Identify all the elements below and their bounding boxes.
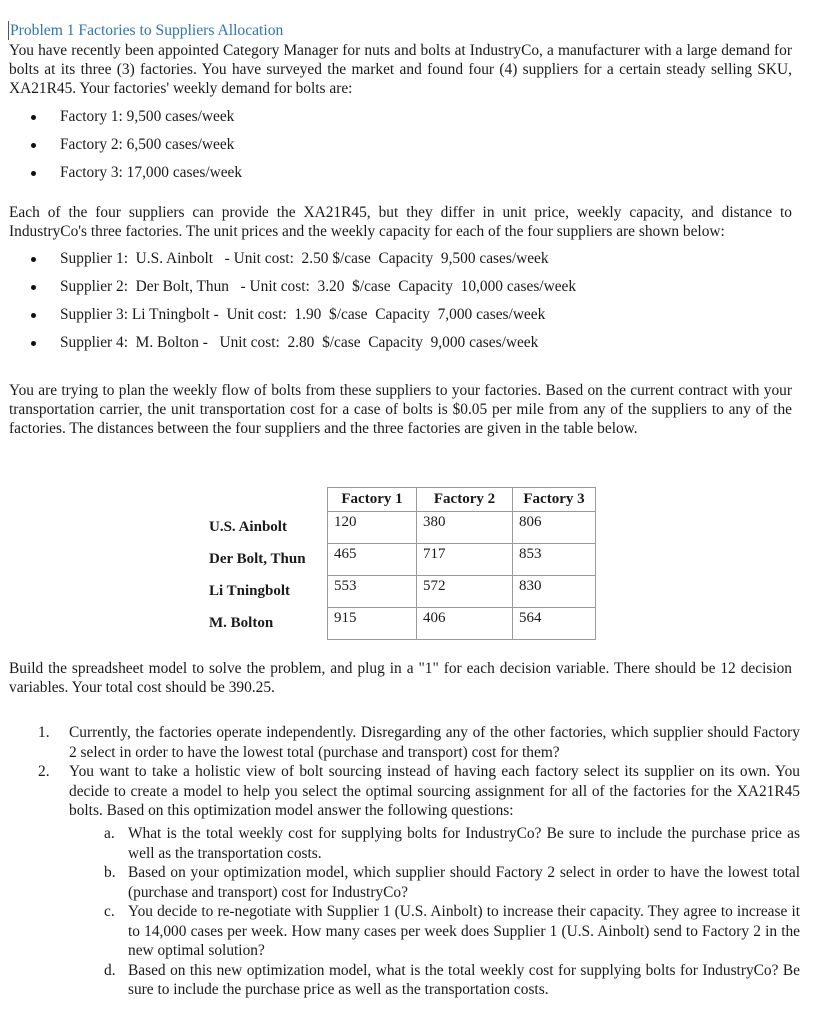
list-item [0,163,242,191]
build-instructions-paragraph: Build the spreadsheet model to solve the problem, and plug in a "1" for each decision variable. There should be 12 decision variables. Your total cost should be 390.25. [9,660,792,696]
column-header: Factory 3 [513,488,596,512]
table-corner [202,488,328,512]
bullet-icon [31,171,36,176]
factory-demand-text: Factory 3: 17,000 cases/week [60,164,243,181]
sub-question-letter: d. [104,961,116,979]
sub-question-letter: a. [104,825,115,842]
bullet-icon [31,341,36,346]
supplier-text: Supplier 1: U.S. Ainbolt - Unit cost: 2.50 $/case Capacity 9,500 cases/week [60,250,549,267]
factory-demand-text: Factory 1: 9,500 cases/week [60,108,235,125]
sub-question-item [69,961,800,1000]
table-cell: 915 [328,608,417,640]
table-row [202,512,596,544]
suppliers-intro-paragraph: Each of the four suppliers can provide the XA21R45, but they differ in unit price, weekly capacity, and distance to IndustryCo's three factories. The unit prices and the weekly capacity for each of the four suppliers are shown below: [9,204,792,240]
problem-title: Problem 1 Factories to Suppliers Allocation [10,22,284,39]
sub-question-text: What is the total weekly cost for supplying bolts for IndustryCo? Be sure to include the purchase price as well as the transportation costs. [128,825,800,862]
list-item [0,135,242,163]
question-number: 1. [38,724,50,741]
table-row [202,576,596,608]
supplier-text: Supplier 2: Der Bolt, Thun - Unit cost: 3.20 $/case Capacity 10,000 cases/week [60,278,577,295]
table-cell: 572 [417,576,513,608]
supplier-text: Supplier 4: M. Bolton - Unit cost: 2.80 $/case Capacity 9,000 cases/week [60,334,539,351]
row-header: M. Bolton [202,608,328,640]
intro-paragraph: You have recently been appointed Category Manager for nuts and bolts at IndustryCo, a manufacturer with a large demand for bolts at its three (3) factories. You have surveyed the market and found four (4) suppliers for a certain steady selling SKU, XA21R45. Your factories' weekly demand for bolts are: [9,42,792,97]
bullet-icon [31,115,36,120]
sub-question-item [69,824,800,863]
factory-demand-list [0,107,242,191]
column-header: Factory 1 [328,488,417,512]
bullet-icon [31,313,36,318]
sub-question-text: Based on your optimization model, which supplier should Factory 2 select in order to have the lowest total (purchase and transport) cost for IndustryCo? [128,864,800,901]
question-text: You want to take a holistic view of bolt sourcing instead of having each factory select its supplier on its own. You decide to create a model to help you select the optimal sourcing assignment for all of the factories for the XA21R45 bolts. Based on this optimization model answer the following questions: [69,763,800,819]
table-row [202,544,596,576]
row-header: U.S. Ainbolt [202,512,328,544]
table-cell: 830 [513,576,596,608]
table-cell: 380 [417,512,513,544]
supplier-list [0,249,576,361]
list-item [0,277,576,305]
bullet-icon [31,257,36,262]
question-item [0,723,800,762]
sub-question-letter: c. [104,903,115,920]
table-row [202,608,596,640]
row-header: Der Bolt, Thun [202,544,328,576]
table-cell: 553 [328,576,417,608]
distance-table [202,487,596,640]
question-number: 2. [38,763,50,780]
list-item [0,249,576,277]
table-cell: 717 [417,544,513,576]
bullet-icon [31,285,36,290]
sub-question-text: Based on this new optimization model, what is the total weekly cost for supplying bolts for IndustryCo? Be sure to include the purchase price as well as the transportation costs. [128,961,800,998]
factory-demand-text: Factory 2: 6,500 cases/week [60,136,235,153]
table-cell: 853 [513,544,596,576]
sub-question-text: You decide to re-negotiate with Supplier 1 (U.S. Ainbolt) to increase their capacity. They agree to increase it to 14,000 cases per week. How many cases per week does Supplier 1 (U.S. Ainbolt) send to Factory 2 in the new optimal solution? [128,903,800,959]
sub-question-item [69,902,800,961]
list-item [0,305,576,333]
transport-paragraph: You are trying to plan the weekly flow of bolts from these suppliers to your factories. Based on the current contract with your transportation carrier, the unit transportation cost for a case of bolts is $0.05 per mile from any of the suppliers to any of the factories. The distances between the four suppliers and the three factories are given in the table below. [9,382,792,437]
sub-question-item [69,863,800,902]
table-cell: 564 [513,608,596,640]
table-cell: 465 [328,544,417,576]
sub-question-list [69,824,800,1000]
list-item [0,333,576,361]
question-item [0,762,800,821]
table-header-row [202,488,596,512]
column-header: Factory 2 [417,488,513,512]
supplier-text: Supplier 3: Li Tningbolt - Unit cost: 1.90 $/case Capacity 7,000 cases/week [60,306,546,323]
sub-question-letter: b. [104,864,116,881]
list-item [0,107,242,135]
bullet-icon [31,143,36,148]
table-cell: 806 [513,512,596,544]
question-text: Currently, the factories operate independently. Disregarding any of the other factories, which supplier should Factory 2 select in order to have the lowest total (purchase and transport) cost for them? [69,724,800,761]
question-list [0,723,800,821]
table-cell: 120 [328,512,417,544]
table-cell: 406 [417,608,513,640]
row-header: Li Tningbolt [202,576,328,608]
